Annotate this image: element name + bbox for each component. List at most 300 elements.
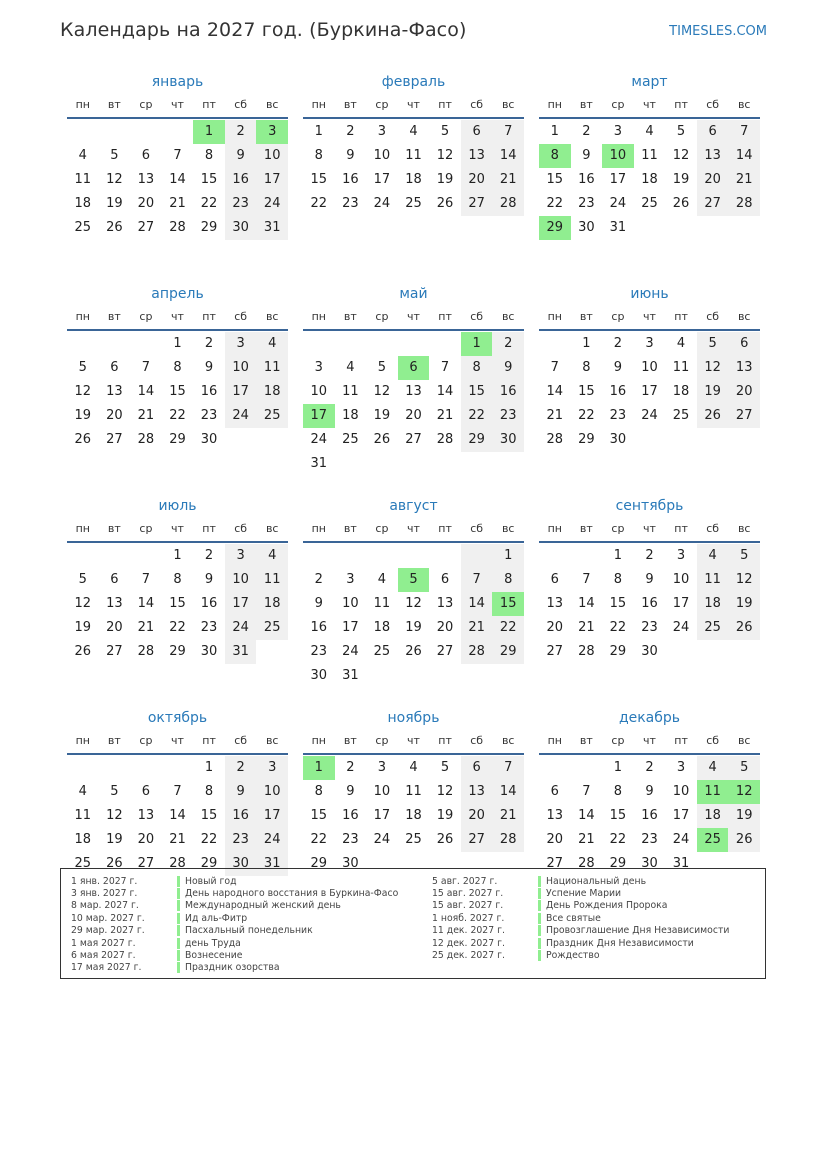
day-cell: 16 bbox=[492, 380, 524, 404]
legend-holiday-name: Рождество bbox=[546, 950, 600, 962]
days-grid bbox=[67, 120, 288, 240]
weekday-header bbox=[67, 731, 288, 755]
day-cell: 5 bbox=[728, 544, 760, 568]
day-cell: 26 bbox=[74, 644, 92, 659]
weekday-label: пн bbox=[311, 98, 326, 111]
legend-date: 8 мар. 2027 г. bbox=[71, 900, 139, 912]
day-cell: 27 bbox=[546, 856, 564, 871]
holiday-day-cell: 25 bbox=[697, 828, 729, 852]
day-cell: 7 bbox=[550, 360, 559, 375]
days-grid bbox=[303, 332, 524, 476]
day-cell: 13 bbox=[106, 596, 123, 611]
day-cell: 28 bbox=[578, 856, 595, 871]
day-cell: 24 bbox=[256, 192, 288, 216]
day-cell: 10 bbox=[256, 780, 288, 804]
weekday-label: вс bbox=[737, 522, 751, 535]
day-cell: 23 bbox=[225, 828, 257, 852]
empty-cell bbox=[162, 756, 194, 780]
holiday-day-cell: 1 bbox=[303, 756, 335, 780]
day-cell: 16 bbox=[342, 808, 359, 823]
days-grid bbox=[303, 544, 524, 688]
day-cell: 8 bbox=[461, 356, 493, 380]
day-cell: 6 bbox=[461, 120, 493, 144]
day-cell: 25 bbox=[405, 196, 422, 211]
day-cell: 13 bbox=[436, 596, 454, 611]
day-cell: 26 bbox=[106, 220, 123, 235]
weekday-header bbox=[539, 519, 760, 543]
day-cell: 23 bbox=[641, 832, 658, 847]
legend-date: 11 дек. 2027 г. bbox=[432, 925, 505, 937]
day-cell: 24 bbox=[225, 616, 257, 640]
empty-cell bbox=[99, 332, 131, 356]
day-cell: 15 bbox=[461, 380, 493, 404]
day-cell: 25 bbox=[672, 408, 690, 423]
holiday-marker bbox=[177, 876, 180, 887]
day-cell: 2 bbox=[204, 548, 214, 563]
legend-row bbox=[61, 900, 398, 912]
day-cell: 10 bbox=[256, 144, 288, 168]
day-cell: 27 bbox=[546, 644, 564, 659]
day-cell: 3 bbox=[645, 336, 654, 351]
day-cell: 12 bbox=[74, 384, 92, 399]
day-cell: 28 bbox=[728, 192, 760, 216]
holiday-day-cell: 5 bbox=[398, 568, 430, 592]
day-cell: 25 bbox=[373, 644, 391, 659]
month-3 bbox=[539, 73, 760, 285]
empty-cell bbox=[99, 544, 131, 568]
day-cell: 6 bbox=[550, 572, 559, 587]
day-cell: 23 bbox=[342, 832, 359, 847]
day-cell: 14 bbox=[169, 808, 186, 823]
day-cell: 25 bbox=[405, 832, 422, 847]
holiday-day-cell: 8 bbox=[539, 144, 571, 168]
weekday-label: чт bbox=[407, 522, 420, 535]
day-cell: 31 bbox=[609, 220, 627, 235]
day-cell: 20 bbox=[697, 168, 729, 192]
day-cell: 27 bbox=[461, 192, 493, 216]
day-cell: 9 bbox=[645, 784, 654, 799]
day-cell: 18 bbox=[74, 196, 92, 211]
day-cell: 12 bbox=[728, 568, 760, 592]
day-cell: 18 bbox=[672, 384, 690, 399]
holiday-marker bbox=[538, 888, 541, 899]
empty-cell bbox=[67, 756, 99, 780]
day-cell: 22 bbox=[200, 196, 218, 211]
day-cell: 12 bbox=[672, 148, 690, 163]
day-cell: 11 bbox=[405, 148, 422, 163]
day-cell: 10 bbox=[373, 148, 391, 163]
day-cell: 2 bbox=[582, 124, 591, 139]
day-cell: 10 bbox=[225, 356, 257, 380]
holiday-marker bbox=[538, 950, 541, 961]
holiday-day-cell: 10 bbox=[602, 144, 634, 168]
weekday-label: пт bbox=[438, 98, 452, 111]
day-cell: 11 bbox=[641, 148, 658, 163]
weekday-label: сб bbox=[706, 98, 720, 111]
weekday-label: вт bbox=[579, 98, 593, 111]
day-cell: 20 bbox=[137, 196, 155, 211]
day-cell: 13 bbox=[405, 384, 422, 399]
legend-date: 1 нояб. 2027 г. bbox=[432, 912, 505, 924]
day-cell: 24 bbox=[672, 620, 690, 635]
weekday-label: ср bbox=[139, 98, 153, 111]
day-cell: 6 bbox=[440, 572, 450, 587]
day-cell: 12 bbox=[106, 808, 123, 823]
day-cell: 19 bbox=[697, 380, 729, 404]
day-cell: 7 bbox=[141, 572, 151, 587]
day-cell: 24 bbox=[641, 408, 658, 423]
weekday-label: сб bbox=[234, 310, 248, 323]
holiday-marker bbox=[538, 938, 541, 949]
month-1 bbox=[67, 73, 288, 285]
holiday-marker bbox=[177, 888, 180, 899]
day-cell: 12 bbox=[106, 172, 123, 187]
day-cell: 25 bbox=[256, 616, 288, 640]
weekday-label: пн bbox=[75, 310, 90, 323]
day-cell: 28 bbox=[461, 640, 493, 664]
weekday-label: пн bbox=[547, 734, 562, 747]
weekday-label: чт bbox=[407, 734, 420, 747]
site-link[interactable]: TIMESLES.COM bbox=[669, 24, 767, 39]
day-cell: 2 bbox=[225, 120, 257, 144]
weekday-label: вт bbox=[579, 734, 593, 747]
weekday-label: чт bbox=[171, 310, 184, 323]
weekday-label: сб bbox=[470, 522, 484, 535]
day-cell: 17 bbox=[256, 168, 288, 192]
weekday-label: ср bbox=[611, 734, 625, 747]
weekday-label: вс bbox=[501, 734, 515, 747]
day-cell: 7 bbox=[141, 360, 151, 375]
weekday-header bbox=[303, 307, 524, 331]
day-cell: 3 bbox=[256, 756, 288, 780]
month-name: июнь bbox=[630, 286, 669, 302]
day-cell: 21 bbox=[492, 168, 524, 192]
holiday-marker bbox=[177, 925, 180, 936]
day-cell: 22 bbox=[310, 196, 328, 211]
weekday-header bbox=[303, 95, 524, 119]
page-title: Календарь на 2027 год. (Буркина-Фасо) bbox=[60, 19, 467, 41]
day-cell: 18 bbox=[405, 808, 422, 823]
day-cell: 1 bbox=[173, 336, 182, 351]
day-cell: 4 bbox=[676, 336, 686, 351]
day-cell: 9 bbox=[204, 572, 214, 587]
day-cell: 28 bbox=[137, 432, 155, 447]
days-grid bbox=[539, 120, 760, 240]
month-4 bbox=[67, 285, 288, 497]
empty-cell bbox=[130, 544, 162, 568]
day-cell: 15 bbox=[609, 808, 627, 823]
weekday-label: вс bbox=[737, 310, 751, 323]
day-cell: 31 bbox=[672, 856, 690, 871]
day-cell: 15 bbox=[578, 384, 595, 399]
month-name: апрель bbox=[151, 286, 204, 302]
weekday-label: пн bbox=[311, 522, 326, 535]
days-grid bbox=[67, 756, 288, 876]
day-cell: 2 bbox=[645, 548, 654, 563]
weekday-label: вт bbox=[343, 522, 357, 535]
day-cell: 1 bbox=[550, 124, 559, 139]
day-cell: 23 bbox=[641, 620, 658, 635]
day-cell: 19 bbox=[106, 196, 123, 211]
legend-holiday-name: День Рождения Пророка bbox=[546, 900, 668, 912]
holiday-marker bbox=[177, 950, 180, 961]
legend-column-left bbox=[61, 875, 398, 974]
day-cell: 29 bbox=[200, 856, 218, 871]
day-cell: 23 bbox=[342, 196, 359, 211]
legend-date: 10 мар. 2027 г. bbox=[71, 912, 145, 924]
day-cell: 13 bbox=[137, 808, 155, 823]
day-cell: 19 bbox=[436, 808, 454, 823]
day-cell: 26 bbox=[672, 196, 690, 211]
day-cell: 13 bbox=[546, 808, 564, 823]
day-cell: 30 bbox=[200, 432, 218, 447]
empty-cell bbox=[335, 332, 367, 356]
empty-cell bbox=[130, 332, 162, 356]
holiday-marker bbox=[538, 876, 541, 887]
day-cell: 3 bbox=[346, 572, 355, 587]
legend-column-right bbox=[422, 875, 729, 962]
weekday-label: ср bbox=[611, 98, 625, 111]
day-cell: 23 bbox=[578, 196, 595, 211]
day-cell: 21 bbox=[137, 620, 155, 635]
day-cell: 8 bbox=[204, 784, 214, 799]
day-cell: 30 bbox=[641, 644, 658, 659]
legend-holiday-name: Пасхальный понедельник bbox=[185, 925, 313, 937]
day-cell: 11 bbox=[697, 568, 729, 592]
day-cell: 24 bbox=[310, 432, 328, 447]
day-cell: 9 bbox=[346, 148, 355, 163]
day-cell: 18 bbox=[342, 408, 359, 423]
legend-row bbox=[422, 900, 729, 912]
legend-holiday-name: Успение Марии bbox=[546, 888, 622, 900]
weekday-label: чт bbox=[643, 310, 656, 323]
legend-holiday-name: Праздник озорства bbox=[185, 962, 280, 974]
weekday-label: чт bbox=[407, 98, 420, 111]
days-grid bbox=[539, 756, 760, 876]
weekday-label: пн bbox=[311, 310, 326, 323]
day-cell: 28 bbox=[492, 192, 524, 216]
weekday-label: вт bbox=[343, 310, 357, 323]
day-cell: 1 bbox=[613, 760, 623, 775]
day-cell: 5 bbox=[78, 360, 87, 375]
day-cell: 7 bbox=[461, 568, 493, 592]
legend-row bbox=[61, 887, 398, 899]
day-cell: 9 bbox=[204, 360, 214, 375]
weekday-label: ср bbox=[611, 310, 625, 323]
day-cell: 2 bbox=[314, 572, 323, 587]
empty-cell bbox=[571, 544, 603, 568]
day-cell: 30 bbox=[609, 432, 627, 447]
day-cell: 4 bbox=[697, 544, 729, 568]
empty-cell bbox=[99, 756, 131, 780]
day-cell: 18 bbox=[405, 172, 422, 187]
holiday-marker bbox=[177, 938, 180, 949]
legend-date: 5 авг. 2027 г. bbox=[432, 875, 498, 887]
day-cell: 31 bbox=[256, 852, 288, 876]
day-cell: 17 bbox=[672, 596, 690, 611]
day-cell: 18 bbox=[256, 592, 288, 616]
legend-date: 25 дек. 2027 г. bbox=[432, 950, 505, 962]
weekday-label: вс bbox=[265, 522, 279, 535]
day-cell: 11 bbox=[256, 568, 288, 592]
day-cell: 24 bbox=[672, 832, 690, 847]
day-cell: 30 bbox=[578, 220, 595, 235]
month-2 bbox=[303, 73, 524, 285]
legend-date: 1 янв. 2027 г. bbox=[71, 875, 138, 887]
day-cell: 27 bbox=[728, 404, 760, 428]
day-cell: 7 bbox=[492, 120, 524, 144]
day-cell: 13 bbox=[137, 172, 155, 187]
day-cell: 6 bbox=[461, 756, 493, 780]
day-cell: 11 bbox=[672, 360, 690, 375]
day-cell: 31 bbox=[310, 456, 328, 471]
day-cell: 16 bbox=[342, 172, 359, 187]
weekday-header bbox=[67, 519, 288, 543]
day-cell: 3 bbox=[225, 544, 257, 568]
day-cell: 12 bbox=[436, 784, 454, 799]
day-cell: 6 bbox=[550, 784, 559, 799]
day-cell: 24 bbox=[373, 832, 391, 847]
day-cell: 3 bbox=[377, 760, 387, 775]
day-cell: 11 bbox=[74, 172, 92, 187]
empty-cell bbox=[130, 756, 162, 780]
day-cell: 21 bbox=[578, 620, 595, 635]
weekday-label: ср bbox=[375, 310, 389, 323]
day-cell: 14 bbox=[492, 144, 524, 168]
weekday-label: пт bbox=[674, 522, 688, 535]
day-cell: 1 bbox=[314, 124, 323, 139]
day-cell: 24 bbox=[609, 196, 627, 211]
day-cell: 16 bbox=[200, 596, 218, 611]
day-cell: 26 bbox=[436, 832, 454, 847]
day-cell: 3 bbox=[613, 124, 623, 139]
day-cell: 1 bbox=[613, 548, 623, 563]
day-cell: 18 bbox=[697, 804, 729, 828]
day-cell: 21 bbox=[169, 196, 186, 211]
day-cell: 30 bbox=[492, 428, 524, 452]
weekday-label: пт bbox=[674, 734, 688, 747]
day-cell: 19 bbox=[436, 172, 454, 187]
holiday-day-cell: 12 bbox=[728, 780, 760, 804]
day-cell: 18 bbox=[697, 592, 729, 616]
empty-cell bbox=[429, 332, 461, 356]
day-cell: 1 bbox=[204, 760, 214, 775]
month-name: май bbox=[399, 286, 428, 302]
weekday-label: пт bbox=[202, 522, 216, 535]
weekday-header bbox=[67, 307, 288, 331]
empty-cell bbox=[67, 332, 99, 356]
weekday-label: сб bbox=[706, 310, 720, 323]
empty-cell bbox=[130, 120, 162, 144]
day-cell: 28 bbox=[546, 432, 564, 447]
weekday-label: сб bbox=[234, 522, 248, 535]
day-cell: 26 bbox=[106, 856, 123, 871]
day-cell: 11 bbox=[342, 384, 359, 399]
weekday-label: вт bbox=[343, 734, 357, 747]
holiday-marker bbox=[177, 962, 180, 973]
day-cell: 15 bbox=[200, 808, 218, 823]
days-grid bbox=[539, 332, 760, 452]
day-cell: 17 bbox=[373, 172, 391, 187]
day-cell: 17 bbox=[609, 172, 627, 187]
legend-holiday-name: день Труда bbox=[185, 937, 241, 949]
weekday-label: вс bbox=[737, 98, 751, 111]
day-cell: 27 bbox=[137, 220, 155, 235]
weekday-label: вс bbox=[501, 522, 515, 535]
day-cell: 5 bbox=[110, 148, 119, 163]
days-grid bbox=[539, 544, 760, 664]
day-cell: 8 bbox=[613, 572, 623, 587]
legend-row bbox=[61, 925, 398, 937]
day-cell: 4 bbox=[377, 572, 387, 587]
weekday-label: ср bbox=[375, 522, 389, 535]
day-cell: 27 bbox=[436, 644, 454, 659]
month-name: декабрь bbox=[618, 710, 681, 726]
weekday-header bbox=[303, 731, 524, 755]
weekday-label: вс bbox=[265, 98, 279, 111]
legend-date: 29 мар. 2027 г. bbox=[71, 925, 145, 937]
day-cell: 8 bbox=[314, 148, 323, 163]
day-cell: 5 bbox=[728, 756, 760, 780]
day-cell: 29 bbox=[200, 220, 218, 235]
legend-date: 15 авг. 2027 г. bbox=[432, 900, 504, 912]
day-cell: 22 bbox=[609, 832, 627, 847]
month-name: февраль bbox=[381, 74, 446, 90]
day-cell: 14 bbox=[436, 384, 454, 399]
empty-cell bbox=[335, 544, 367, 568]
legend-row bbox=[422, 875, 729, 887]
day-cell: 15 bbox=[200, 172, 218, 187]
empty-cell bbox=[398, 544, 430, 568]
weekday-header bbox=[539, 95, 760, 119]
month-name: октябрь bbox=[147, 710, 208, 726]
weekday-label: чт bbox=[407, 310, 420, 323]
holiday-day-cell: 17 bbox=[303, 404, 335, 428]
day-cell: 16 bbox=[225, 168, 257, 192]
weekday-label: чт bbox=[171, 522, 184, 535]
day-cell: 14 bbox=[169, 172, 186, 187]
day-cell: 27 bbox=[106, 432, 123, 447]
day-cell: 28 bbox=[578, 644, 595, 659]
weekday-label: пт bbox=[202, 98, 216, 111]
weekday-label: пн bbox=[311, 734, 326, 747]
weekday-label: пн bbox=[547, 310, 562, 323]
day-cell: 22 bbox=[546, 196, 564, 211]
day-cell: 7 bbox=[582, 784, 591, 799]
day-cell: 26 bbox=[405, 644, 422, 659]
empty-cell bbox=[162, 120, 194, 144]
day-cell: 15 bbox=[609, 596, 627, 611]
day-cell: 9 bbox=[613, 360, 623, 375]
day-cell: 6 bbox=[141, 784, 151, 799]
day-cell: 17 bbox=[641, 384, 658, 399]
day-cell: 10 bbox=[672, 572, 690, 587]
day-cell: 16 bbox=[310, 620, 328, 635]
day-cell: 5 bbox=[110, 784, 119, 799]
weekday-label: пн bbox=[547, 522, 562, 535]
day-cell: 14 bbox=[728, 144, 760, 168]
months-grid bbox=[67, 73, 760, 921]
month-6 bbox=[539, 285, 760, 497]
holiday-day-cell: 1 bbox=[461, 332, 493, 356]
day-cell: 7 bbox=[440, 360, 450, 375]
day-cell: 7 bbox=[173, 148, 182, 163]
holiday-marker bbox=[177, 900, 180, 911]
day-cell: 2 bbox=[225, 756, 257, 780]
day-cell: 2 bbox=[204, 336, 214, 351]
day-cell: 29 bbox=[169, 432, 186, 447]
day-cell: 4 bbox=[645, 124, 654, 139]
